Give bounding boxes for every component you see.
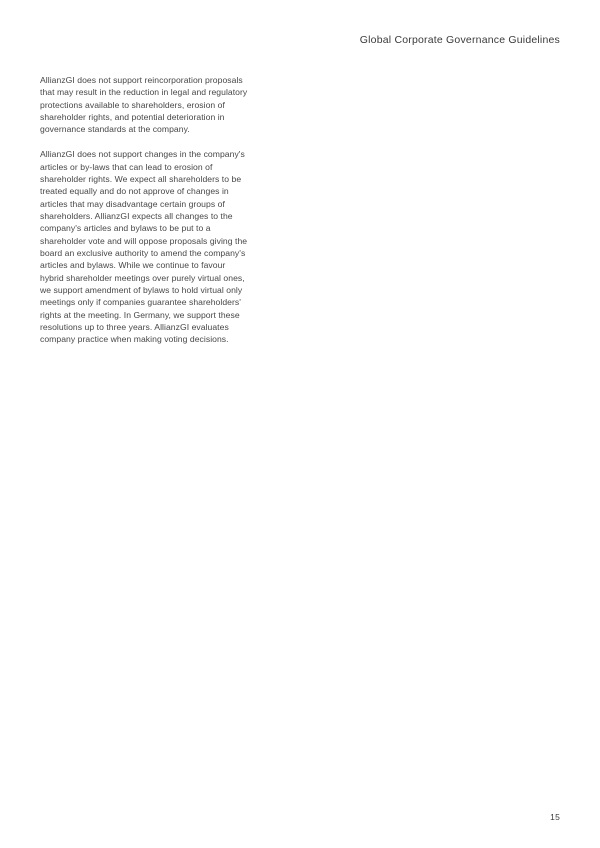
body-paragraph-1: AllianzGI does not support reincorporation proposals that may result in the reduction in legal and regulatory protections available to shareholders, erosion of shareholder rights, and potential deterioration in governance standards at the company. [40, 75, 248, 135]
body-paragraph-2: AllianzGI does not support changes in the company's articles or by-laws that can lead to erosion of shareholder rights. We expect all shareholders to be treated equally and do not approve of changes in articles that may disadvantage certain groups of shareholders. AllianzGI expects all changes to the company's articles and bylaws to be put to a shareholder vote and will oppose proposals giving the board an exclusive authority to amend the company's articles and bylaws. While we continue to favour hybrid shareholder meetings over purely virtual ones, we support amendment of bylaws to hold virtual only meetings only if companies guarantee shareholders' rights at the meeting. In Germany, we support these resolutions up to three years. AllianzGI evaluates company practice when making voting decisions. [40, 149, 248, 345]
header-title: Global Corporate Governance Guidelines [359, 34, 560, 46]
page-content [40, 74, 250, 346]
page-header [360, 34, 560, 46]
page-number: 15 [550, 812, 560, 822]
